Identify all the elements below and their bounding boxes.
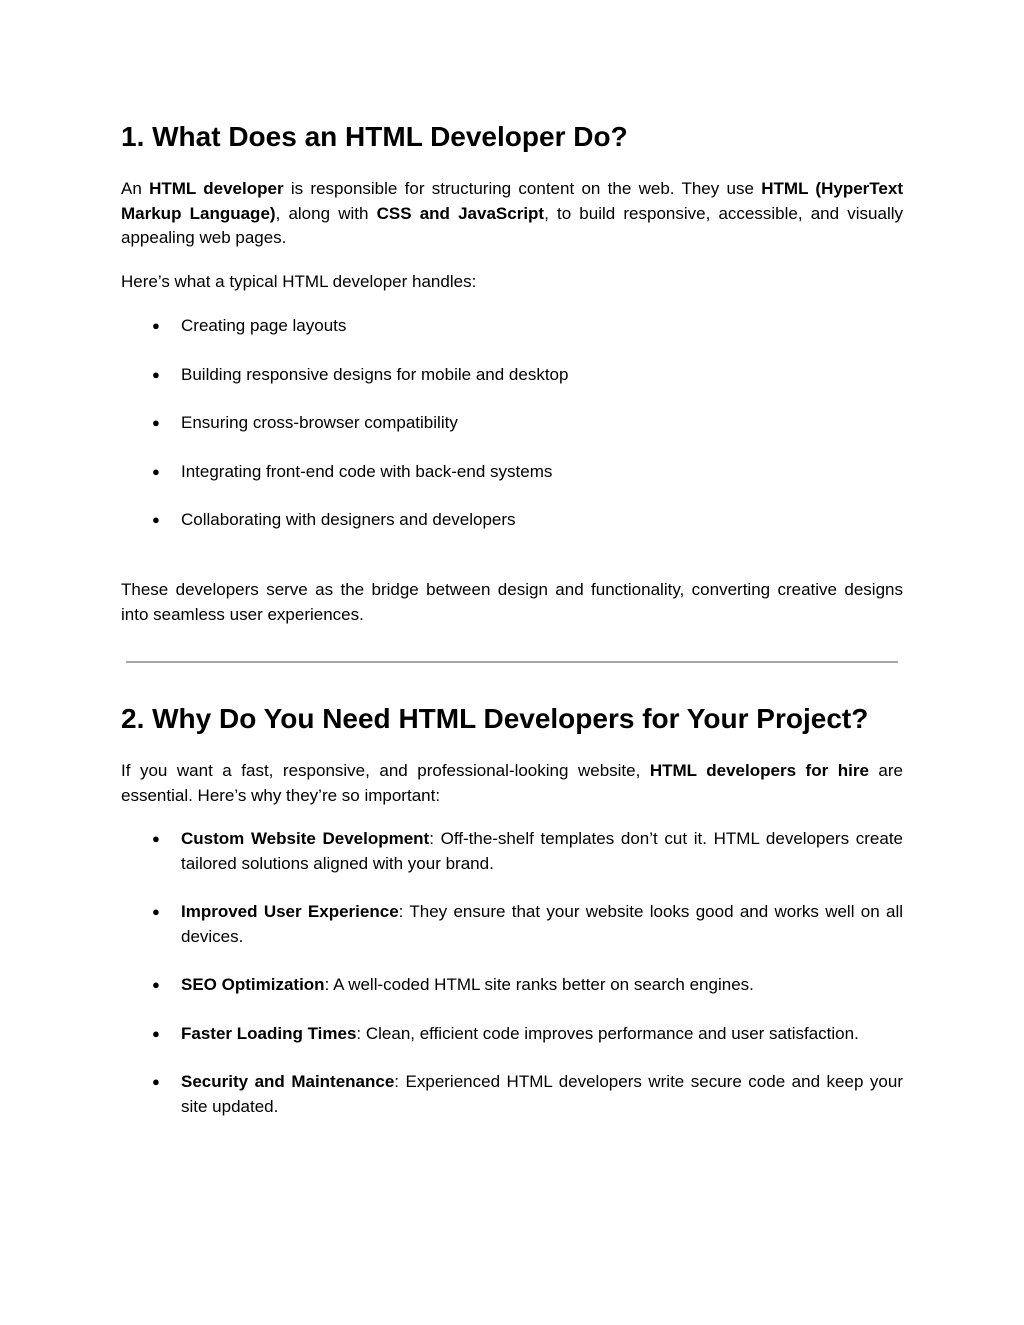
list-item: [121, 827, 903, 876]
list-item-title: Custom Website Development: [181, 829, 430, 848]
list-item: [121, 1070, 903, 1119]
bullet-icon: ●: [152, 904, 160, 919]
list-item-text: [181, 1022, 903, 1047]
list-item-body: : Clean, efficient code improves performance and user satisfaction.: [356, 1023, 859, 1043]
section1-closing: These developers serve as the bridge between design and functionality, converting creative designs into seamless user experiences.: [121, 580, 903, 624]
intro-bold: HTML developers for hire: [649, 761, 869, 780]
list-item: [121, 973, 903, 998]
list-item: [121, 508, 903, 533]
intro-bold: HTML (HyperText Markup Language): [121, 179, 903, 223]
bullet-icon: ●: [152, 977, 160, 992]
intro-text: If you want a fast, responsive, and professional-looking website,: [121, 761, 650, 780]
section1-list: [121, 314, 903, 533]
intro-text: , to build responsive, accessible, and visually appealing web pages.: [121, 203, 903, 247]
list-item-text: [181, 1070, 903, 1119]
list-item-body: : Experienced HTML developers write secure code and keep your site updated.: [181, 1072, 903, 1116]
intro-text: , along with: [275, 203, 377, 223]
list-item-text: Integrating front-end code with back-end systems: [181, 461, 553, 481]
list-item-text: Building responsive designs for mobile and desktop: [181, 364, 569, 384]
section2-heading: 2. Why Do You Need HTML Developers for Your Project?: [121, 703, 869, 734]
list-item-title: Faster Loading Times: [181, 1023, 357, 1043]
list-item: [121, 411, 903, 436]
list-item-title: Security and Maintenance: [181, 1072, 395, 1091]
list-item-title: Improved User Experience: [181, 902, 399, 921]
section2-intro: [121, 759, 903, 808]
list-item-title: SEO Optimization: [181, 975, 325, 994]
section1-lead: Here’s what a typical HTML developer handles:: [121, 272, 477, 291]
section-divider: [126, 661, 898, 663]
list-item: [121, 1022, 903, 1047]
list-item: [121, 363, 903, 388]
intro-text: An: [121, 179, 150, 198]
list-item: [121, 900, 903, 949]
bullet-icon: ●: [152, 1074, 160, 1089]
intro-bold: CSS and JavaScript: [376, 203, 545, 223]
list-item-text: Collaborating with designers and developers: [181, 510, 516, 529]
list-item-body: : They ensure that your website looks good and works well on all devices.: [181, 902, 904, 946]
list-item-body: : A well-coded HTML site ranks better on search engines.: [324, 975, 754, 994]
list-item-text: [181, 973, 903, 998]
bullet-icon: ●: [152, 1025, 160, 1041]
bullet-icon: ●: [152, 463, 160, 479]
list-item: [121, 460, 903, 485]
bullet-icon: ●: [152, 831, 160, 846]
section2-list: [121, 827, 903, 1119]
intro-text: are essential. Here’s why they’re so important:: [121, 761, 903, 805]
list-item: [121, 314, 903, 339]
list-item-text: [181, 827, 903, 876]
intro-text: is responsible for structuring content on the web. They use: [283, 179, 762, 198]
list-item-text: [181, 900, 903, 949]
list-item-body: : Off-the-shelf templates don’t cut it. HTML developers create tailored solutions aligned with your brand.: [181, 829, 904, 873]
bullet-icon: ●: [152, 318, 160, 333]
list-item-text: Creating page layouts: [181, 316, 347, 335]
list-item-text: Ensuring cross-browser compatibility: [181, 413, 458, 432]
bullet-icon: ●: [152, 512, 160, 527]
section1-heading: 1. What Does an HTML Developer Do?: [121, 121, 628, 152]
bullet-icon: ●: [152, 366, 160, 382]
bullet-icon: ●: [152, 415, 160, 430]
intro-bold: HTML developer: [149, 179, 284, 198]
section1-intro: [121, 177, 903, 251]
